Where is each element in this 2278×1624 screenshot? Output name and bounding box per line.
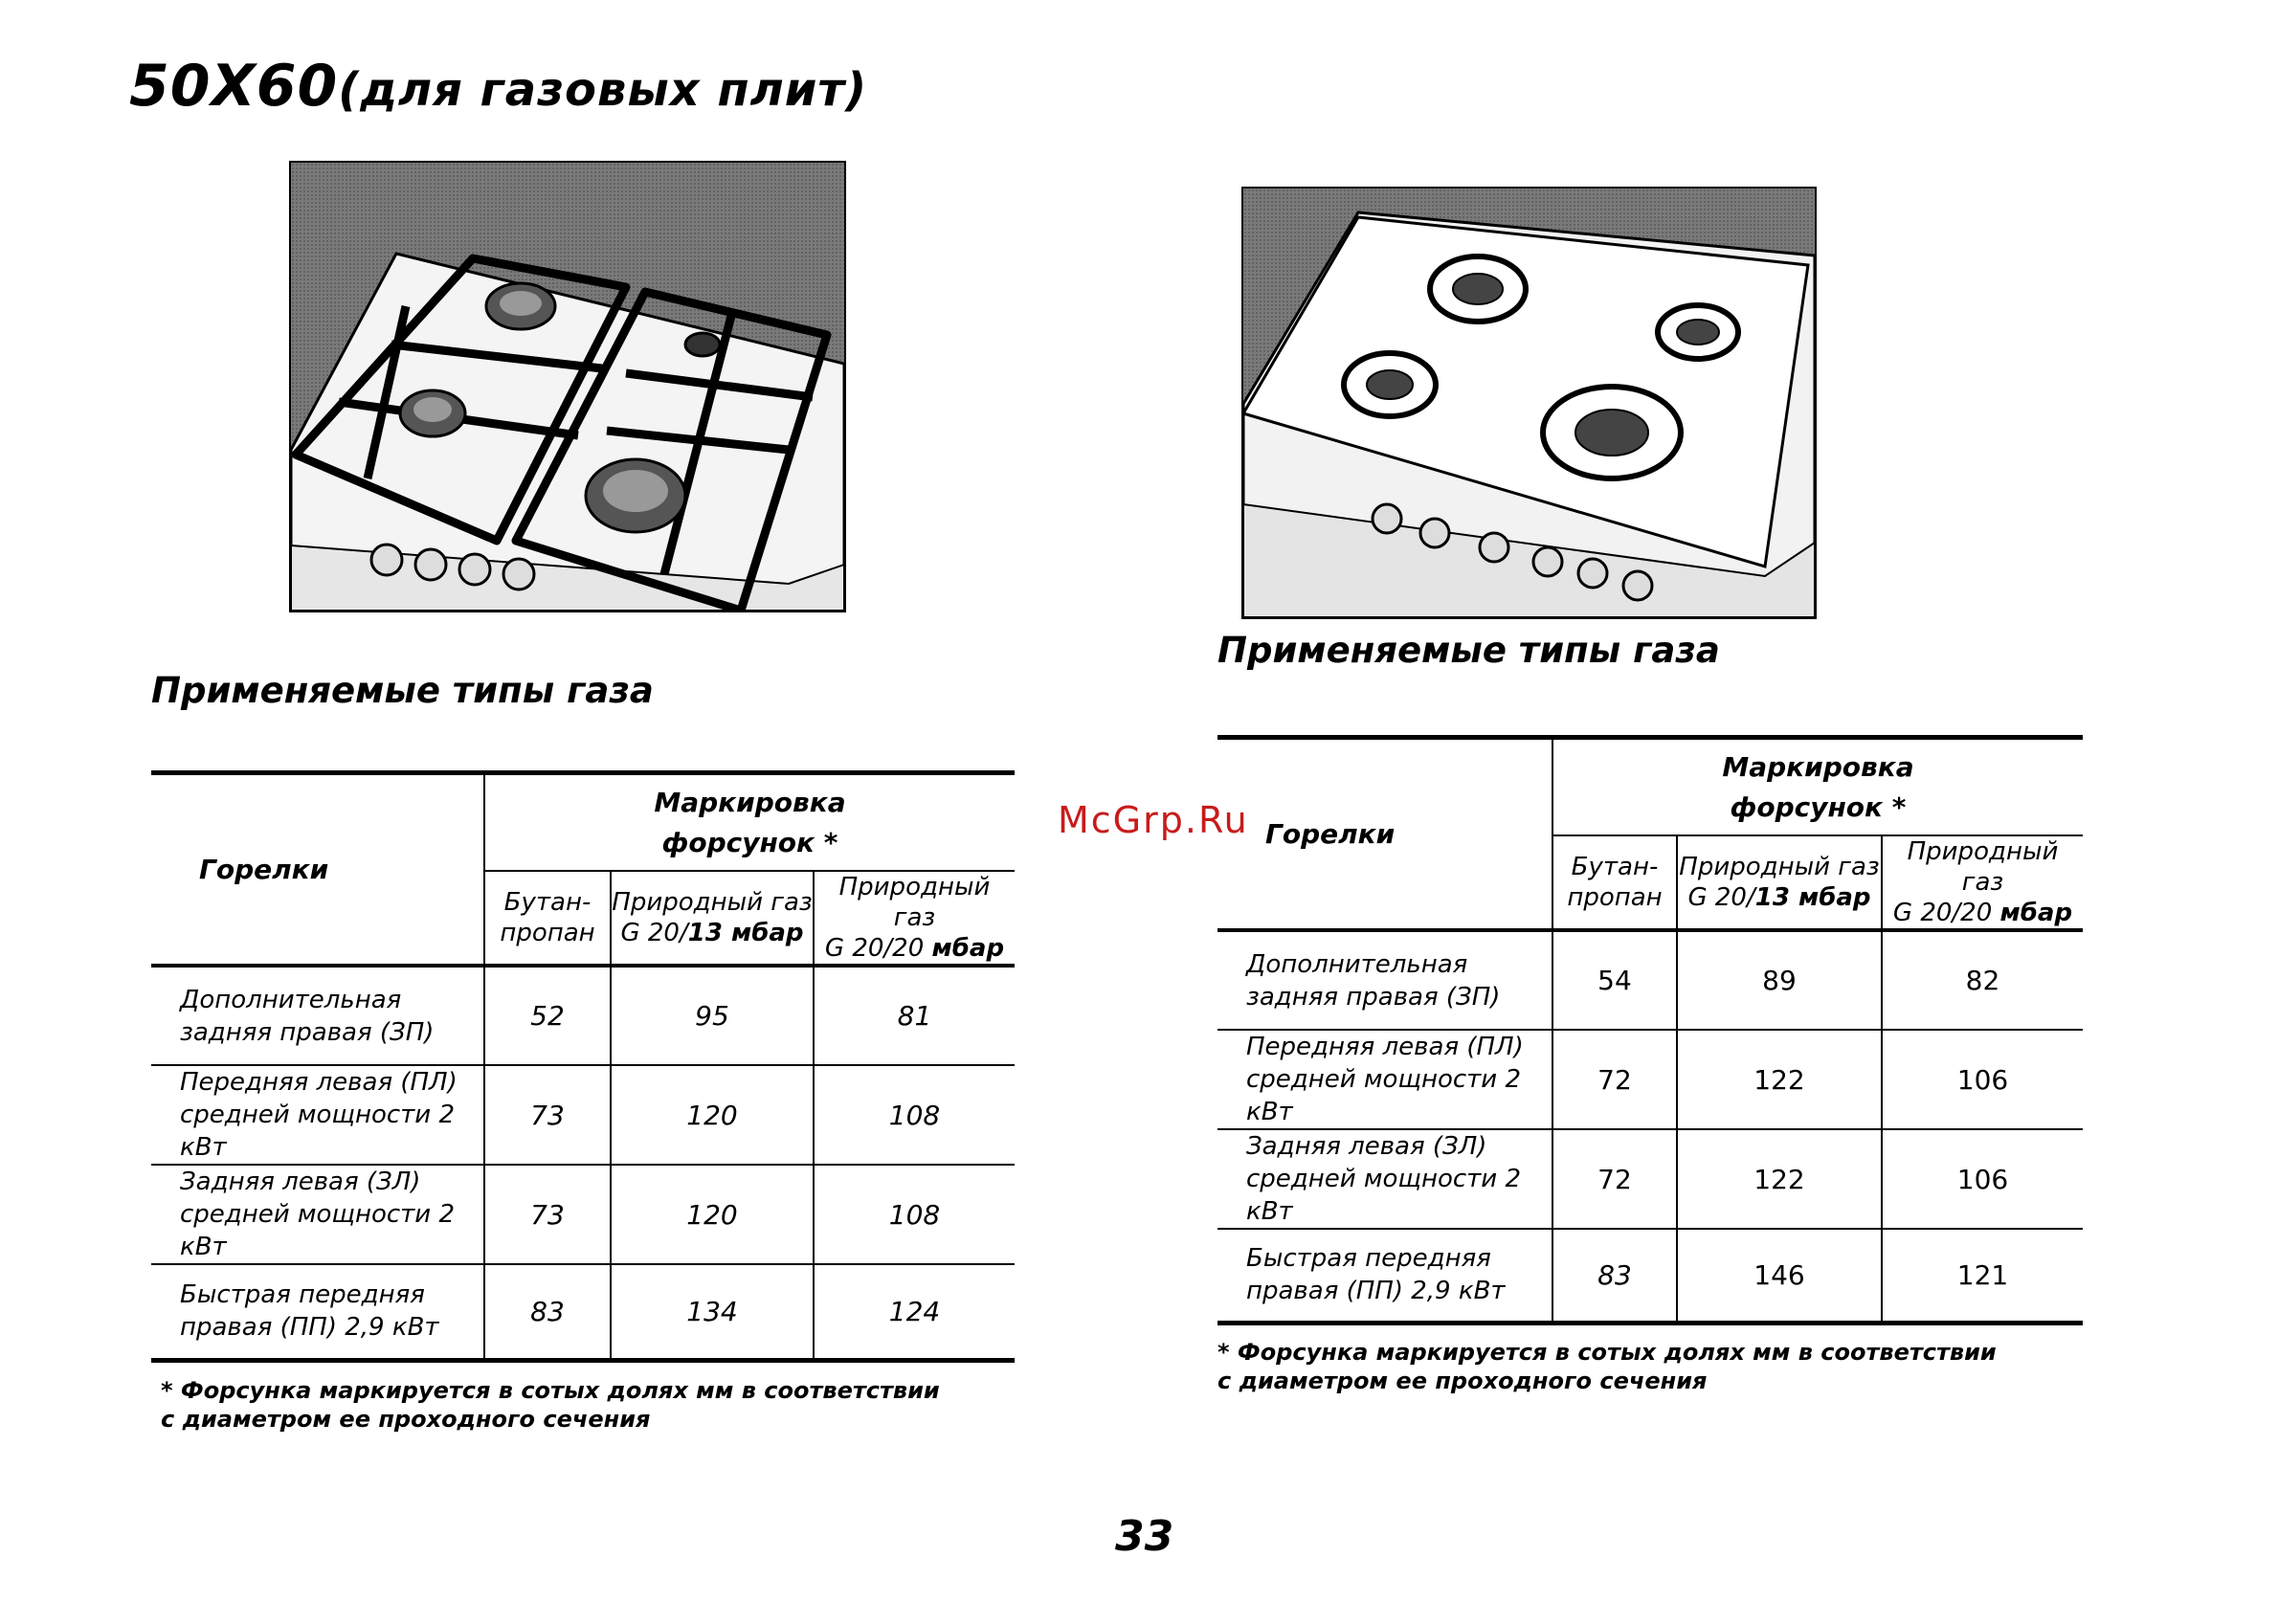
- glass-hob-drawing: [1243, 189, 1815, 617]
- left-gas-header-butane-l2: пропан: [500, 919, 595, 947]
- burner-name: [1217, 1129, 1552, 1229]
- burner-name-line2: задняя правая (ЗП): [180, 1017, 435, 1047]
- left-gas-header-butane: [484, 871, 611, 966]
- burner-name: [151, 1264, 484, 1360]
- value-g20-20: 81: [814, 966, 1015, 1065]
- right-gas-header-g20-20-l2a: G 20/20: [1892, 899, 2000, 927]
- table-row: [151, 966, 1015, 1065]
- right-footnote-separator: [1217, 1323, 1610, 1324]
- left-gas-header-g20-20-l1: Природный газ: [838, 873, 991, 932]
- left-gas-header-g20-13-l2b: 13 мбар: [687, 919, 804, 947]
- stove-grates-drawing: [291, 163, 844, 611]
- right-gas-header-butane-l2: пропан: [1567, 883, 1663, 912]
- table-row: [1217, 1030, 2083, 1129]
- left-footnote: [161, 1376, 940, 1434]
- right-gas-header-butane-l1: Бутан-: [1571, 853, 1659, 881]
- page-title-suffix: (для газовых плит): [338, 63, 868, 117]
- burner-name-line1: Задняя левая (ЗЛ): [180, 1168, 421, 1196]
- left-gas-header-g20-20-l2a: G 20/20: [824, 934, 932, 963]
- burner-name-line1: Дополнительная: [1246, 949, 1468, 979]
- table-row: [151, 1065, 1015, 1165]
- value-g20-20: 108: [814, 1165, 1015, 1264]
- right-marking-line2: форсунок *: [1730, 790, 1907, 823]
- left-marking-line1: Маркировка: [654, 786, 846, 818]
- value-butane: 83: [1552, 1229, 1677, 1323]
- table-row: [1217, 1229, 2083, 1323]
- left-gas-header-butane-l1: Бутан-: [503, 888, 592, 917]
- left-gas-header-g20-13-l2a: G 20/: [620, 919, 688, 947]
- value-g20-13: 95: [611, 966, 814, 1065]
- left-footnote-line1: * Форсунка маркируется в сотых долях мм в соответствии: [161, 1377, 940, 1404]
- table-row: [151, 1165, 1015, 1264]
- table-row: [1217, 1129, 2083, 1229]
- left-gas-header-g20-20: [814, 871, 1015, 966]
- left-gas-header-g20-13-l1: Природный газ: [612, 888, 813, 917]
- left-gas-header-g20-13: [611, 871, 814, 966]
- right-gas-table: [1217, 735, 2083, 1325]
- burner-name-line2: правая (ПП) 2,9 кВт: [1246, 1277, 1506, 1306]
- value-butane: 73: [484, 1165, 611, 1264]
- right-gas-header-g20-20-l1: Природный газ: [1907, 837, 2059, 897]
- value-butane: 73: [484, 1065, 611, 1165]
- value-g20-20: 106: [1882, 1030, 2083, 1129]
- burner-name-line1: Дополнительная: [180, 985, 402, 1014]
- page-number: 33: [1115, 1512, 1174, 1561]
- value-g20-13: 134: [611, 1264, 814, 1360]
- left-marking-line2: форсунок *: [661, 826, 838, 858]
- table-row: [151, 1264, 1015, 1360]
- value-butane: 54: [1552, 930, 1677, 1030]
- right-section-heading: Применяемые типы газа: [1217, 630, 1720, 671]
- right-marking-header: [1552, 740, 2083, 835]
- value-butane: 72: [1552, 1129, 1677, 1229]
- left-gas-table: [151, 770, 1015, 1363]
- value-g20-20: 108: [814, 1065, 1015, 1165]
- right-burner-header: [1217, 740, 1552, 930]
- burner-name-line1: Быстрая передняя: [180, 1280, 425, 1310]
- value-butane: 72: [1552, 1030, 1677, 1129]
- burner-name-line1: Быстрая передняя: [1246, 1244, 1491, 1274]
- left-burner-header: [151, 775, 484, 966]
- value-g20-13: 120: [611, 1165, 814, 1264]
- burner-name: [151, 1065, 484, 1165]
- right-footnote-line1: * Форсунка маркируется в сотых долях мм в соответствии: [1217, 1339, 1997, 1366]
- right-gas-header-g20-13-l2b: 13 мбар: [1754, 883, 1871, 912]
- right-gas-header-butane: [1552, 835, 1677, 930]
- burner-name: [151, 1165, 484, 1264]
- right-burner-header-text: Горелки: [1265, 818, 1396, 850]
- burner-name: [151, 966, 484, 1065]
- right-gas-header-g20-20-l2b: мбар: [1999, 899, 2073, 927]
- value-g20-13: 122: [1677, 1030, 1882, 1129]
- value-butane: 83: [484, 1264, 611, 1360]
- burner-name-line2: задняя правая (ЗП): [1246, 982, 1501, 1012]
- value-g20-20: 121: [1882, 1229, 2083, 1323]
- burner-name: [1217, 930, 1552, 1030]
- watermark: McGrp.Ru: [1058, 799, 1249, 841]
- burner-name-line1: Задняя левая (ЗЛ): [1246, 1132, 1487, 1161]
- right-footnote-line2: с диаметром ее проходного сечения: [1217, 1368, 1708, 1394]
- page-title-main: 50X60: [129, 53, 339, 120]
- value-g20-20: 106: [1882, 1129, 2083, 1229]
- burner-name-line2: средней мощности 2 кВт: [180, 1200, 455, 1261]
- value-g20-20: 82: [1882, 930, 2083, 1030]
- page-title: [129, 53, 867, 120]
- value-g20-13: 89: [1677, 930, 1882, 1030]
- value-butane: 52: [484, 966, 611, 1065]
- left-gas-header-g20-20-l2b: мбар: [931, 934, 1005, 963]
- left-footnote-line2: с диаметром ее проходного сечения: [161, 1406, 651, 1433]
- table-row: [1217, 930, 2083, 1030]
- value-g20-13: 146: [1677, 1229, 1882, 1323]
- burner-name: [1217, 1229, 1552, 1323]
- burner-name-line2: средней мощности 2 кВт: [180, 1101, 455, 1162]
- burner-name-line2: правая (ПП) 2,9 кВт: [180, 1313, 439, 1343]
- burner-name-line1: Передняя левая (ПЛ): [180, 1068, 458, 1097]
- right-marking-line1: Маркировка: [1722, 750, 1914, 783]
- left-marking-header: [484, 775, 1015, 871]
- left-section-heading: Применяемые типы газа: [151, 670, 654, 711]
- left-burner-header-text: Горелки: [199, 854, 329, 885]
- right-gas-header-g20-13-l1: Природный газ: [1679, 853, 1880, 881]
- stove-illustration-right: [1241, 187, 1817, 619]
- right-footnote: [1217, 1338, 1997, 1395]
- stove-illustration-left: [289, 161, 846, 612]
- value-g20-13: 120: [611, 1065, 814, 1165]
- burner-name-line1: Передняя левая (ПЛ): [1246, 1033, 1524, 1061]
- right-gas-header-g20-13: [1677, 835, 1882, 930]
- right-gas-header-g20-13-l2a: G 20/: [1687, 883, 1755, 912]
- right-gas-header-g20-20: [1882, 835, 2083, 930]
- burner-name-line2: средней мощности 2 кВт: [1246, 1065, 1521, 1126]
- burner-name: [1217, 1030, 1552, 1129]
- value-g20-13: 122: [1677, 1129, 1882, 1229]
- burner-name-line2: средней мощности 2 кВт: [1246, 1165, 1521, 1226]
- value-g20-20: 124: [814, 1264, 1015, 1360]
